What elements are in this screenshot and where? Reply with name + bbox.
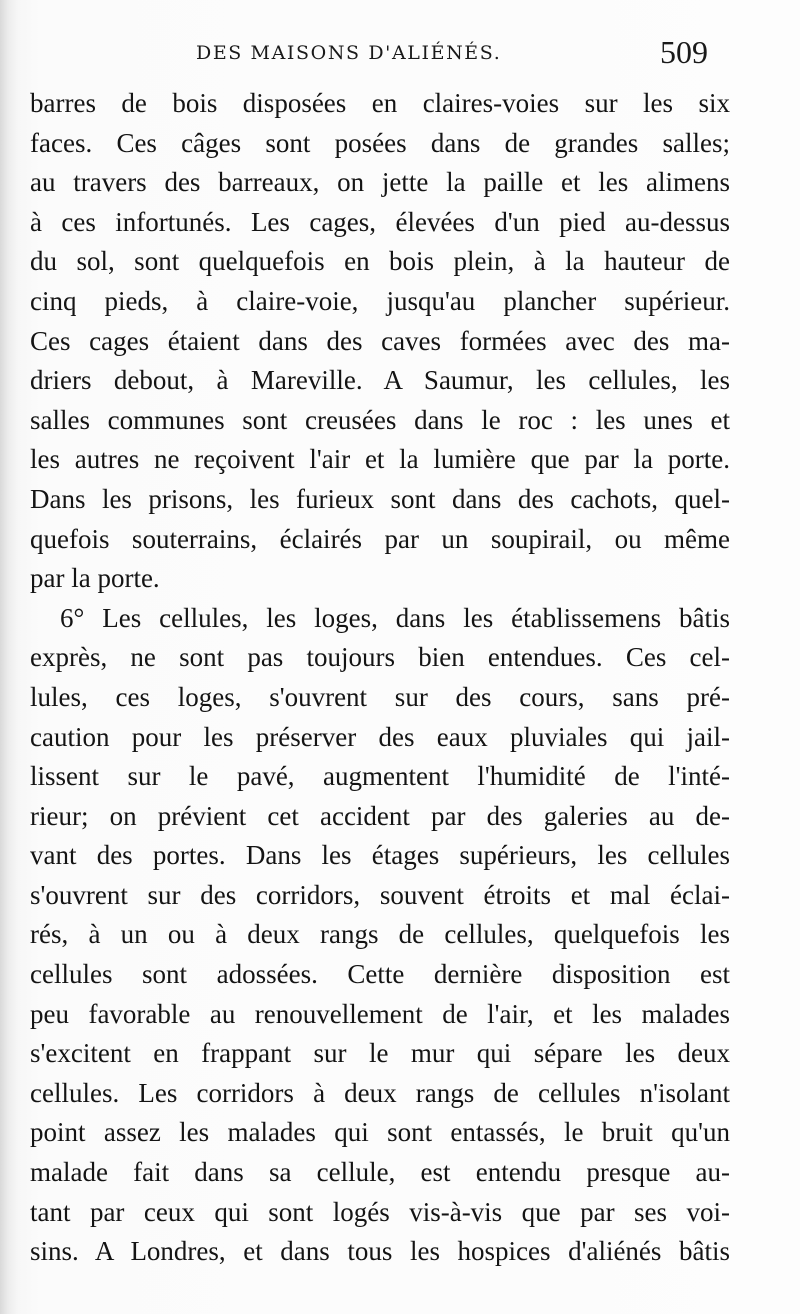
text-line: au travers des barreaux, on jette la paille et les alimens <box>30 167 730 198</box>
text-line: lules, ces loges, s'ouvrent sur des cours, sans pré- <box>30 681 730 712</box>
text-line: tant par ceux qui sont logés vis-à-vis que par ses voi- <box>30 1196 730 1227</box>
text-line: point assez les malades qui sont entassés, le bruit qu'un <box>30 1117 730 1148</box>
text-line: faces. Ces câges sont posées dans de grandes salles; <box>30 127 730 158</box>
paragraph-end-line: par la porte. <box>30 563 160 594</box>
text-line: cinq pieds, à claire-voie, jusqu'au plancher supérieur. <box>30 285 730 316</box>
text-line: quefois souterrains, éclairés par un soupirail, ou même <box>30 523 730 554</box>
text-line: barres de bois disposées en claires-voies sur les six <box>30 88 730 118</box>
text-line: Dans les prisons, les furieux sont dans des cachots, quel- <box>30 483 730 514</box>
paragraph-first-line: 6° Les cellules, les loges, dans les établissemens bâtis <box>60 602 730 633</box>
running-title: DES MAISONS D'ALIÉNÉS. <box>196 42 502 64</box>
text-line: driers debout, à Mareville. A Saumur, les cellules, les <box>30 365 730 396</box>
text-line: exprès, ne sont pas toujours bien entendues. Ces cel- <box>30 642 730 673</box>
text-line: caution pour les préserver des eaux pluviales qui jail- <box>30 721 730 752</box>
text-line: à ces infortunés. Les cages, élevées d'un pied au-dessus <box>30 206 730 237</box>
text-line: lissent sur le pavé, augmentent l'humidité de l'inté- <box>30 761 730 792</box>
text-line: rieur; on prévient cet accident par des galeries au de- <box>30 800 730 831</box>
text-line: rés, à un ou à deux rangs de cellules, quelquefois les <box>30 919 730 950</box>
text-line: cellules sont adossées. Cette dernière disposition est <box>30 959 730 990</box>
page-number: 509 <box>660 34 708 70</box>
text-line: salles communes sont creusées dans le roc : les unes et <box>30 404 730 435</box>
body-text <box>30 84 730 1272</box>
page-header <box>0 34 800 84</box>
text-line: s'excitent en frappant sur le mur qui sépare les deux <box>30 1038 730 1069</box>
text-line: s'ouvrent sur des corridors, souvent étroits et mal éclai- <box>30 879 730 910</box>
text-line: peu favorable au renouvellement de l'air, et les malades <box>30 998 730 1029</box>
text-line: vant des portes. Dans les étages supérieurs, les cellules <box>30 840 730 871</box>
text-line: cellules. Les corridors à deux rangs de cellules n'isolant <box>30 1077 730 1108</box>
text-line: malade fait dans sa cellule, est entendu presque au- <box>30 1157 730 1188</box>
text-line: Ces cages étaient dans des caves formées avec des ma- <box>30 325 730 356</box>
text-line: les autres ne reçoivent l'air et la lumière que par la porte. <box>30 444 730 475</box>
text-line: du sol, sont quelquefois en bois plein, à la hauteur de <box>30 246 730 277</box>
text-line: sins. A Londres, et dans tous les hospices d'aliénés bâtis <box>30 1236 730 1267</box>
